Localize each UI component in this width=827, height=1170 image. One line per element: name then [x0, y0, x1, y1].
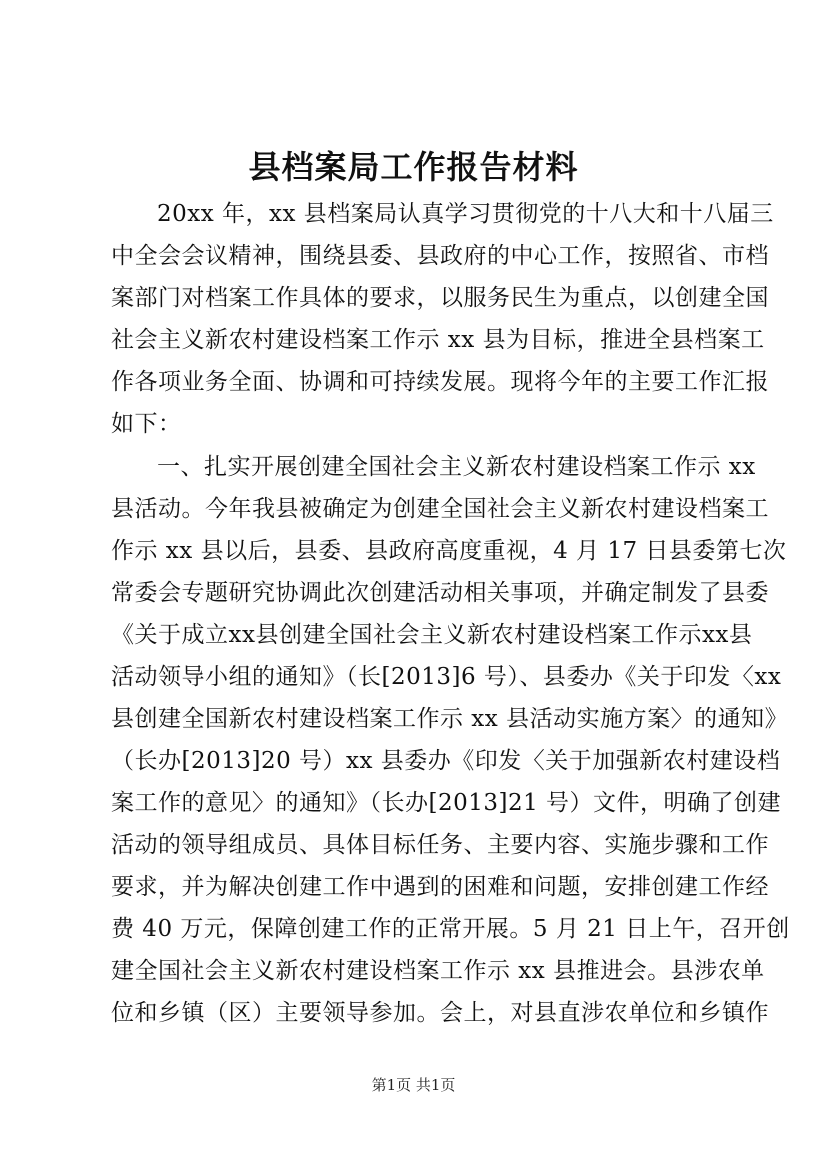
body-line: 位和乡镇（区）主要领导参加。会上，对县直涉农单位和乡镇作: [111, 1000, 769, 1026]
document-title: 县档案局工作报告材料: [248, 148, 579, 186]
section-heading-line: 一、扎实开展创建全国社会主义新农村建设档案工作示 xx: [157, 454, 756, 480]
body-line: 建全国社会主义新农村建设档案工作示 xx 县推进会。县涉农单: [111, 958, 765, 984]
body-line: 《关于成立xx县创建全国社会主义新农村建设档案工作示xx县: [111, 622, 753, 648]
body-line: 活动领导小组的通知》（长[2013]6 号）、县委办《关于印发〈xx: [111, 664, 782, 690]
body-line: 中全会会议精神，围绕县委、县政府的中心工作，按照省、市档: [111, 243, 769, 269]
body-line: 案工作的意见〉的通知》（长办[2013]21 号）文件，明确了创建: [111, 790, 782, 816]
body-line: 县创建全国新农村建设档案工作示 xx 县活动实施方案〉的通知》: [111, 706, 789, 732]
body-line: 案部门对档案工作具体的要求，以服务民生为重点，以创建全国: [111, 285, 769, 311]
body-line: 作示 xx 县以后，县委、县政府高度重视，4 月 17 日县委第七次: [111, 538, 787, 564]
body-line: 县活动。今年我县被确定为创建全国社会主义新农村建设档案工: [111, 496, 769, 522]
body-line: 20xx 年，xx 县档案局认真学习贯彻党的十八大和十八届三: [157, 201, 774, 227]
body-line: 要求，并为解决创建工作中遇到的困难和问题，安排创建工作经: [111, 874, 769, 900]
body-line: 作各项业务全面、协调和可持续发展。现将今年的主要工作汇报: [111, 369, 769, 395]
body-line: 社会主义新农村建设档案工作示 xx 县为目标，推进全县档案工: [111, 327, 765, 353]
page-number-footer: 第1页 共1页: [371, 1076, 456, 1094]
body-line: 费 40 万元，保障创建工作的正常开展。5 月 21 日上午，召开创: [111, 916, 790, 942]
body-line: 常委会专题研究协调此次创建活动相关事项，并确定制发了县委: [111, 580, 769, 606]
body-line: 如下：: [111, 411, 182, 437]
body-line: 活动的领导组成员、具体目标任务、主要内容、实施步骤和工作: [111, 832, 769, 858]
body-line: （长办[2013]20 号）xx 县委办《印发〈关于加强新农村建设档: [111, 748, 781, 774]
